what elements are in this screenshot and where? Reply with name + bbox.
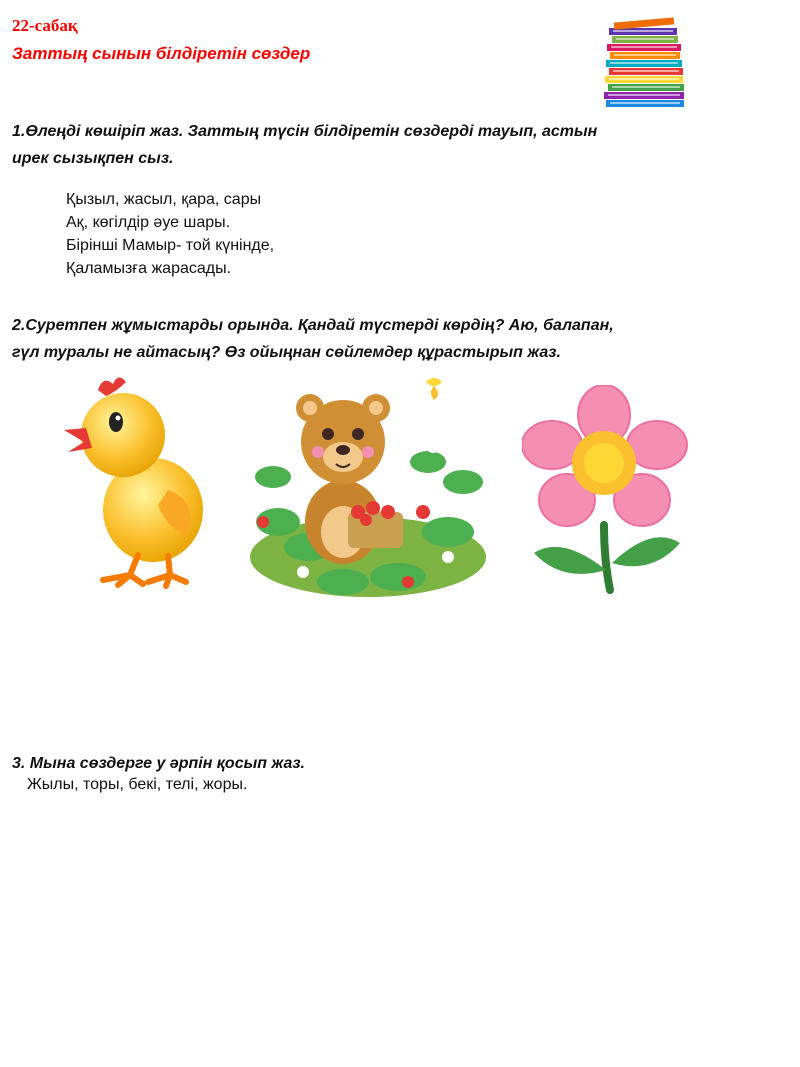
task1-instruction	[12, 118, 792, 172]
poem-line-2: Ақ, көгілдір әуе шары.	[66, 214, 231, 231]
bear-image	[248, 372, 493, 600]
chick-image	[58, 370, 208, 590]
lesson-number: 22-сабақ	[12, 16, 78, 35]
task2-line-1: 2.Суретпен жұмыстарды орында. Қандай түстерді көрдің? Аю, балапан,	[12, 317, 614, 334]
task1-line-1: 1.Өлеңді көшіріп жаз. Заттың түсін білдіретін сөздерді тауып, астын	[12, 123, 598, 140]
books-stack-image	[600, 14, 695, 110]
poem-line-3: Бірінші Мамыр- той күнінде,	[66, 237, 275, 254]
poem	[66, 188, 274, 280]
task2-line-2: гүл туралы не айтасың? Өз ойыңнан сөйлемдер құрастырып жаз.	[12, 344, 561, 361]
flower-image	[522, 385, 692, 600]
task2-instruction	[12, 312, 792, 366]
lesson-title: Заттың сынын білдіретін сөздер	[12, 44, 311, 63]
task3-words: Жылы, торы, бекі, телі, жоры.	[27, 776, 248, 793]
task1-line-2: ирек сызықпен сыз.	[12, 150, 174, 167]
poem-line-1: Қызыл, жасыл, қара, сары	[66, 191, 262, 208]
poem-line-4: Қаламызға жарасады.	[66, 260, 232, 277]
task3-instruction: 3. Мына сөздерге у әрпін қосып жаз.	[12, 755, 305, 772]
